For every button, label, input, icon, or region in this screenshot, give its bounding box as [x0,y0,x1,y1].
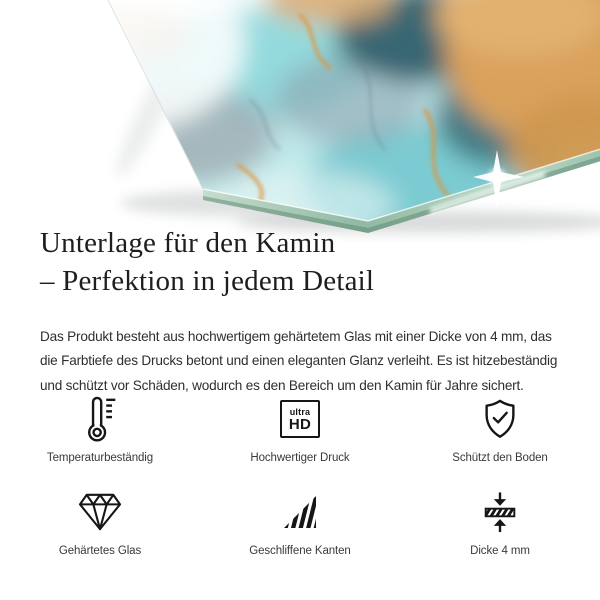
feature-label: Hochwertiger Druck [250,452,350,464]
product-photo [0,0,600,242]
thickness-press-icon [480,489,520,535]
feature-tempered-glass [0,489,200,558]
feature-polished-edges [200,489,400,558]
thermometer-icon [82,396,118,442]
features-grid [0,396,600,558]
ultra-hd-icon [280,396,320,442]
feature-temperature [0,396,200,465]
diamond-icon [77,489,123,535]
feature-floor-protection [400,396,600,465]
product-description: Das Produkt besteht aus hochwertigem gehärtetem Glas mit einer Dicke von 4 mm, das die Farbtiefe des Drucks betont und einen eleganten Glanz verleiht. Es ist hitzebeständig und schützt vor Schäden, wodurch es den Bereich um den Kamin für Jahre sichert. [40,328,558,393]
feature-label: Dicke 4 mm [470,545,530,557]
feature-label: Gehärtetes Glas [58,545,142,557]
ultra-hd-text-bottom: HD [288,415,312,433]
feature-thickness [400,489,600,558]
feature-print-quality [200,396,400,465]
page-title-line1: Unterlage für den Kamin [40,227,336,259]
feature-label: Temperaturbeständig [46,452,154,464]
polished-edges-icon [282,489,318,535]
ultra-hd-text-top: ultra [289,406,311,417]
feature-label: Geschliffene Kanten [249,545,351,557]
shield-check-icon [480,396,520,442]
feature-label: Schützt den Boden [452,452,548,464]
page-title-line2: – Perfektion in jedem Detail [40,265,375,297]
marble-print [15,0,600,242]
page-title [40,224,374,300]
